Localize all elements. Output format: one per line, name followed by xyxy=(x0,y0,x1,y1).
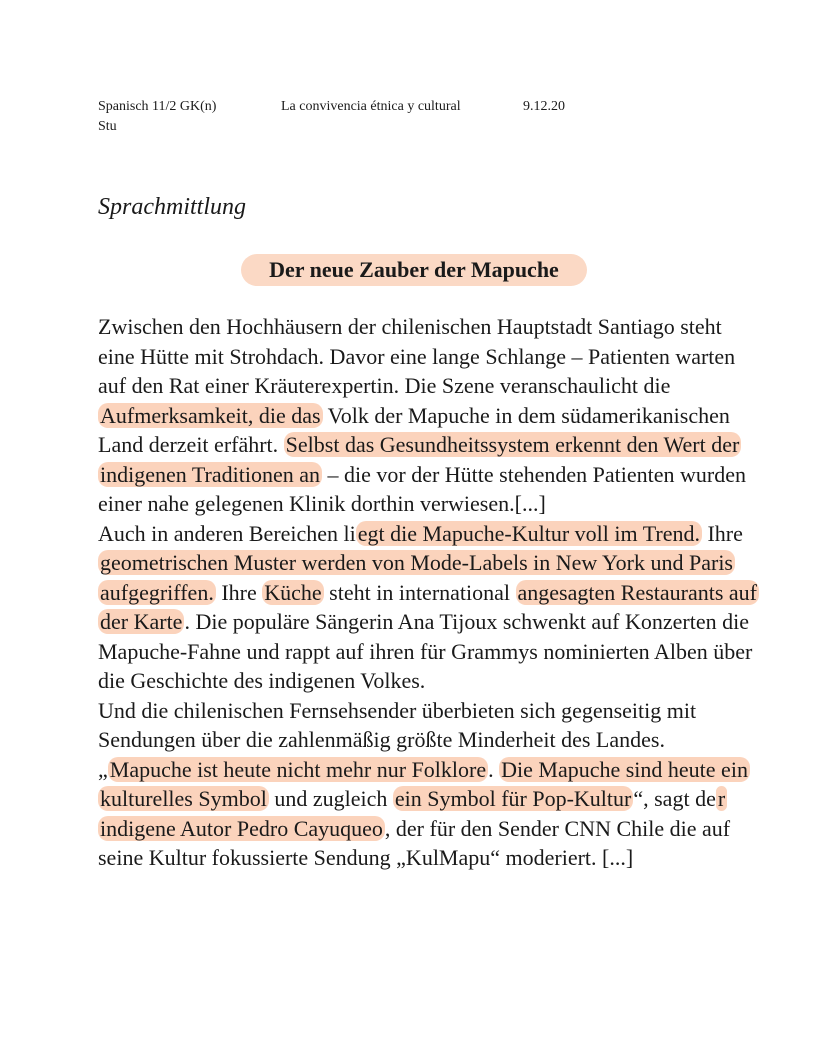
highlighted-text: Küche xyxy=(264,579,322,605)
paragraph xyxy=(98,696,758,873)
topic-label: La convivencia étnica y cultural xyxy=(281,99,461,114)
text-segment: und zugleich xyxy=(268,786,393,811)
highlighted-text: angesagten Restaurants auf der Karte xyxy=(100,579,757,634)
highlighted-text: Die Mapuche sind heute ein kulturelles Symbol xyxy=(100,756,748,811)
highlighted-text: geometrischen Muster werden von Mode-Labels in New York und Paris aufgegriffen. xyxy=(100,550,733,605)
article-title: Der neue Zauber der Mapuche xyxy=(241,254,587,286)
text-segment: Ihre xyxy=(215,579,263,605)
highlighted-text: Selbst das Gesundheitssystem erkennt den Wert der indigenen Traditionen an xyxy=(100,432,740,487)
section-title: Sprachmittlung xyxy=(98,194,246,220)
text-segment: – die vor der Hütte stehenden Patienten wurden einer nahe gelegenen Klinik dorthin verwiesen.[...] xyxy=(98,461,746,516)
highlighted-text: egt die Mapuche-Kultur voll im Trend. xyxy=(357,520,700,546)
article-body xyxy=(98,312,758,873)
author-label: Stu xyxy=(98,119,117,134)
text-segment: steht in international xyxy=(323,579,516,605)
text-segment: . xyxy=(488,756,500,782)
text-segment: “, sagt de xyxy=(633,786,716,811)
text-segment: Auch in anderen Bereichen li xyxy=(98,520,356,546)
text-segment: Zwischen den Hochhäusern der chilenischen Hauptstadt Santiago steht eine Hütte mit Strohdach. Davor eine lange Schlange – Patienten warten auf den Rat einer Kräuterexpertin. Die Szene veranschaulicht die xyxy=(98,314,736,398)
highlighted-text: ein Symbol für Pop-Kultur xyxy=(394,786,632,811)
text-segment: Ihre xyxy=(701,520,743,546)
highlighted-text: Aufmerksamkeit, die das xyxy=(100,402,321,428)
text-segment: , der für den Sender CNN Chile die auf seine Kultur fokussierte Sendung „KulMapu“ moderiert. [...] xyxy=(98,815,731,870)
text-segment: . Die populäre Sängerin Ana Tijoux schwenkt auf Konzerten die Mapuche-Fahne und rappt auf ihren für Grammys nominierten Alben über die Geschichte des indigenen Volkes. xyxy=(98,609,753,693)
paragraph xyxy=(98,312,758,519)
paragraph xyxy=(98,519,758,696)
date-label: 9.12.20 xyxy=(523,99,565,114)
text-segment: Und die chilenischen Fernsehsender überbieten sich gegenseitig mit Sendungen über die zahlenmäßig größte Minderheit des Landes. „ xyxy=(98,697,697,782)
course-label: Spanisch 11/2 GK(n) xyxy=(98,99,217,114)
text-segment: Volk der Mapuche in dem südamerikanischen Land derzeit erfährt. xyxy=(98,402,730,457)
highlighted-text: r indigene Autor Pedro Cayuqueo xyxy=(100,786,726,841)
highlighted-text: Mapuche ist heute nicht mehr nur Folklore xyxy=(109,756,487,782)
article-title-wrap xyxy=(0,254,828,286)
